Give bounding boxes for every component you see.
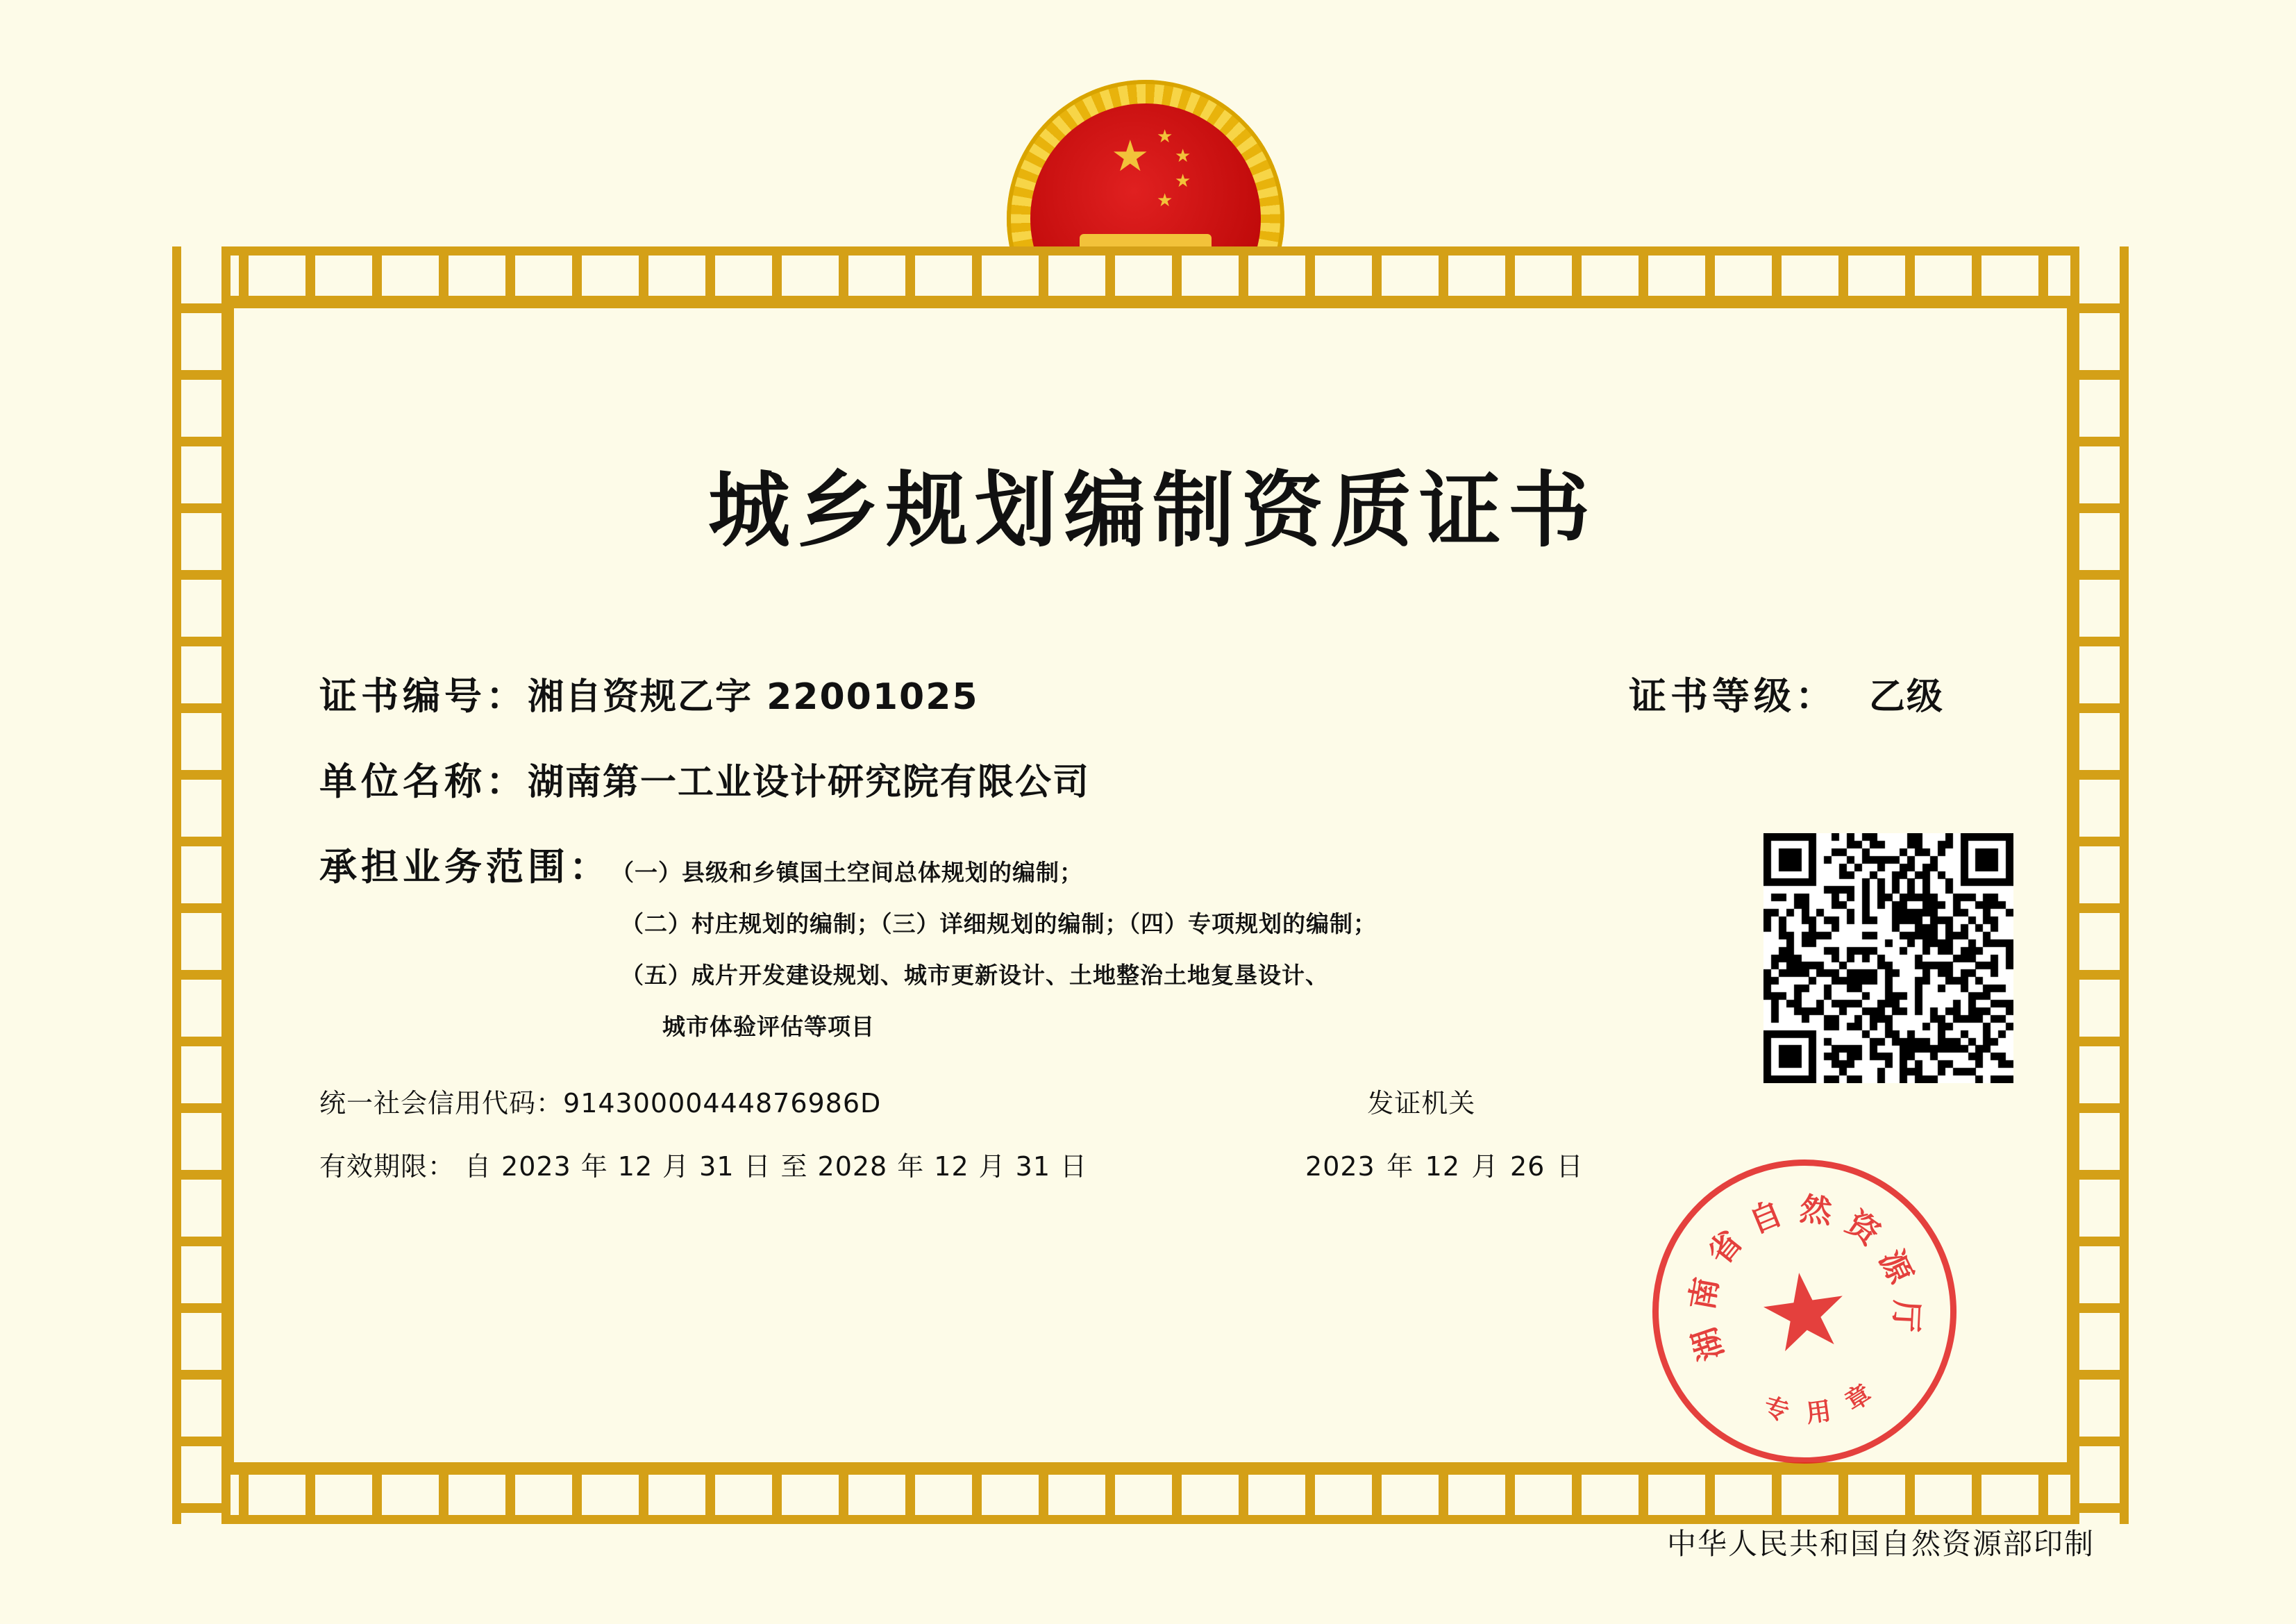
business-scope-label: 承担业务范围: [319, 845, 569, 889]
validity-to-year: 2028: [817, 1151, 888, 1182]
seal-char: 南: [1682, 1274, 1725, 1313]
certificate-number-row: [278, 667, 2027, 720]
validity-from-month: 12: [617, 1151, 653, 1182]
seal-char: 专: [1760, 1392, 1793, 1427]
issue-year: 2023: [1305, 1151, 1375, 1182]
seal-char: 湖: [1684, 1323, 1731, 1366]
day-unit: 日: [744, 1151, 771, 1182]
validity-label: 有效期限：: [319, 1151, 455, 1182]
credit-code-row: [278, 1082, 2027, 1120]
emblem-star-4: ★: [1157, 190, 1173, 210]
business-scope-line: （二）村庄规划的编制；（三）详细规划的编制；（四）专项规划的编制；: [621, 910, 1377, 937]
business-scope-line: 城市体验评估等项目: [662, 1013, 875, 1040]
seal-star-icon: ★: [1750, 1247, 1859, 1376]
certificate-number-label: 证书编号: [319, 674, 486, 718]
validity-from-day: 31: [699, 1151, 735, 1182]
unit-name-label: 单位名称: [319, 760, 486, 803]
unit-name-value: 湖南第一工业设计研究院有限公司: [528, 762, 1091, 803]
validity-from-year: 2023: [501, 1151, 571, 1182]
validity-to-month: 12: [934, 1151, 969, 1182]
seal-char: 章: [1840, 1379, 1877, 1417]
seal-char: 资: [1839, 1203, 1887, 1253]
seal-char: 自: [1743, 1194, 1788, 1241]
frame-border-left: [172, 246, 231, 1524]
frame-border-right: [2070, 246, 2129, 1524]
emblem-star-3: ★: [1175, 170, 1191, 191]
certificate-grade-label: 证书等级：: [1628, 674, 1837, 718]
year-unit: 年: [580, 1151, 608, 1182]
business-scope-list: [611, 837, 1377, 1053]
business-scope-line: （一）县级和乡镇国土空间总体规划的编制；: [611, 859, 1083, 886]
seal-char: 然: [1798, 1189, 1834, 1231]
emblem-star-2: ★: [1175, 145, 1191, 166]
seal-char: 厅: [1886, 1299, 1926, 1333]
issue-day: 26: [1509, 1151, 1545, 1182]
certificate-number-value: 湘自资规乙字 22001025: [528, 676, 979, 718]
issue-date-group: [1305, 1145, 1592, 1183]
seal-char: 用: [1804, 1396, 1834, 1429]
credit-code-value: 91430000444876986D: [563, 1088, 882, 1119]
page-title: 城乡规划编制资质证书: [707, 462, 1597, 558]
emblem-star-large: ★: [1111, 133, 1150, 181]
business-scope-separator: ：: [569, 845, 611, 889]
day-unit: 日: [1556, 1151, 1584, 1182]
footer-text: 中华人民共和国自然资源部印制: [1666, 1527, 2095, 1561]
frame-border-bottom: [172, 1466, 2129, 1524]
issue-month: 12: [1425, 1151, 1461, 1182]
month-unit: 月: [662, 1151, 690, 1182]
credit-code-label: 统一社会信用代码：: [319, 1088, 564, 1119]
validity-to-prefix: 至: [780, 1151, 808, 1182]
seal-char: 省: [1700, 1223, 1750, 1272]
certificate-grade-group: [1629, 667, 2027, 720]
month-unit: 月: [978, 1151, 1006, 1182]
seal-char: 源: [1872, 1244, 1920, 1289]
year-unit: 年: [897, 1151, 925, 1182]
unit-name-row: [278, 752, 2027, 805]
certificate-grade-value: 乙级: [1868, 676, 1944, 718]
validity-to-day: 31: [1015, 1151, 1050, 1182]
official-seal: [1633, 1140, 1977, 1484]
frame-border-top: [172, 246, 2129, 305]
qr-code: [1763, 833, 2013, 1083]
qr-code-canvas: [1763, 833, 2013, 1083]
day-unit: 日: [1060, 1151, 1088, 1182]
month-unit: 月: [1471, 1151, 1499, 1182]
issuing-authority-label: 发证机关: [1367, 1088, 1476, 1119]
business-scope-line: （五）成片开发建设规划、城市更新设计、土地整治土地复垦设计、: [621, 962, 1329, 989]
year-unit: 年: [1386, 1151, 1414, 1182]
unit-name-separator: ：: [486, 760, 528, 803]
certificate-number-separator: ：: [486, 674, 528, 718]
emblem-star-1: ★: [1157, 126, 1173, 147]
validity-from-prefix: 自: [464, 1151, 492, 1182]
